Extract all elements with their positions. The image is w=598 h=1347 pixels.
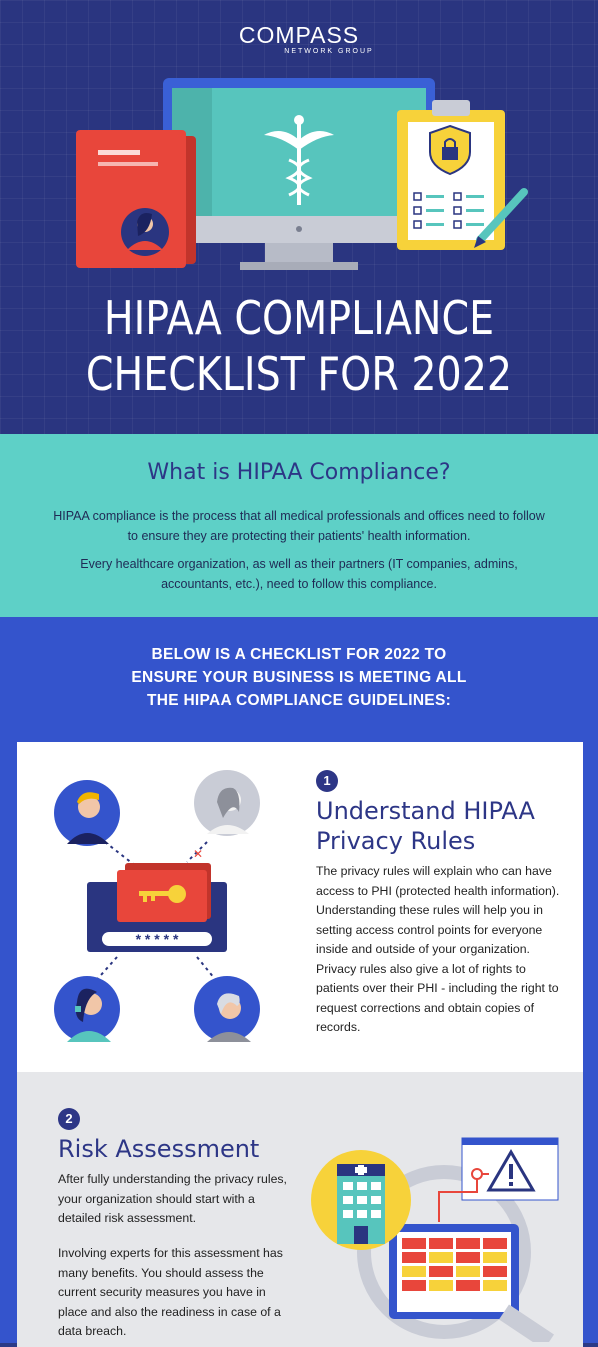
what-is-section xyxy=(0,434,598,617)
step-card-1 xyxy=(17,742,583,1072)
step-number-2: 2 xyxy=(58,1108,80,1130)
patient-folder-icon xyxy=(76,130,196,268)
step-number-1: 1 xyxy=(316,770,338,792)
checklist-intro xyxy=(0,643,598,712)
title-line-1: HIPAA COMPLIANCE xyxy=(103,291,495,345)
step-1-text: The privacy rules will explain who can have access to PHI (protected health information). Understanding these rules will help you in setting access control points for everyone inside and outside of your organization. Privacy rules also give a lot of rights to patients over their PHI - including the right to request corrections and obtain copies of records. xyxy=(316,864,560,1034)
what-is-paragraph-1: HIPAA compliance is the process that all medical professionals and offices need to follow to ensure they are protecting their patients' health information. xyxy=(53,509,545,543)
title-line-2: CHECKLIST FOR 2022 xyxy=(85,347,513,401)
logo-wordmark: COMPASS xyxy=(238,22,360,48)
step-card-2 xyxy=(17,1072,583,1347)
access-control-illustration xyxy=(27,752,287,1052)
what-is-paragraph-2: Every healthcare organization, as well as their partners (IT companies, admins, accountants, etc.), need to follow this compliance. xyxy=(80,557,518,591)
password-mask: * * * * * xyxy=(135,931,179,947)
intro-line-3: THE HIPAA COMPLIANCE GUIDELINES: xyxy=(146,692,452,709)
monitor-icon xyxy=(163,78,435,270)
user-avatar-icon xyxy=(194,976,260,1042)
intro-line-2: ENSURE YOUR BUSINESS IS MEETING ALL xyxy=(131,669,467,686)
logo-tagline: NETWORK GROUP xyxy=(284,48,374,55)
step-1-title-line-1: Understand HIPAA xyxy=(316,797,535,825)
checklist-section xyxy=(0,617,598,1343)
laptop-icon xyxy=(389,1224,519,1319)
step-1-title xyxy=(316,796,535,856)
hero-banner xyxy=(0,0,598,434)
step-1-title-line-2: Privacy Rules xyxy=(316,827,476,855)
denied-icon: ✕ xyxy=(193,847,204,861)
page-title xyxy=(42,290,556,402)
denied-user-avatar-icon xyxy=(194,770,260,836)
what-is-heading: What is HIPAA Compliance? xyxy=(147,460,451,485)
intro-line-1: BELOW IS A CHECKLIST FOR 2022 TO xyxy=(151,646,447,663)
step-2-text-1: After fully understanding the privacy rules, your organization should start with a detailed risk assessment. xyxy=(58,1172,287,1225)
hospital-icon xyxy=(311,1150,411,1250)
user-avatar-icon xyxy=(54,780,120,846)
step-2-text-2: Involving experts for this assessment has many benefits. You should assess the current security measures you have in place and also the readiness in case of a data breach. xyxy=(58,1246,283,1338)
hero-illustration xyxy=(0,0,598,270)
user-avatar-icon xyxy=(54,976,120,1042)
step-2-title: Risk Assessment xyxy=(58,1135,260,1163)
risk-assessment-illustration xyxy=(299,1112,579,1342)
